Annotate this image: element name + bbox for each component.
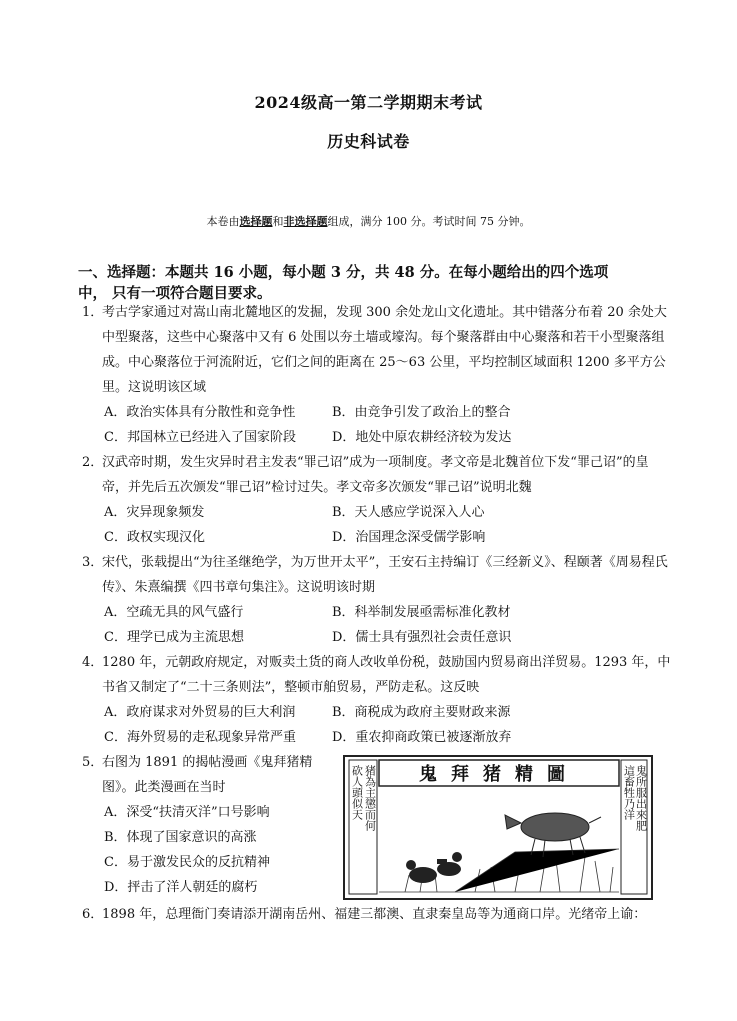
question-stem: 考古学家通过对嵩山南北麓地区的发掘，发现 300 余处龙山文化遗址。其中错落分布着 20 余处大中型聚落，这些中心聚落中又有 6 处围以夯土墙或壕沟。每个聚落群由中心聚落和若干小型聚落组成。中心聚落位于河流附近，它们之间的距离在 25～63 公里，平均控制区域面积 1200 多平方公里。这说明该区域 [102,305,667,395]
instructions-post: 组成，满分 100 分。考试时间 75 分钟。 [327,215,531,228]
option-d[interactable]: D．重农抑商政策已被逐渐放弃 [332,730,512,745]
question-number: 2． [82,455,104,470]
question-number: 1． [82,305,104,320]
option-a[interactable]: A．灾异现象频发 [104,505,205,520]
option-c[interactable]: C．理学已成为主流思想 [104,630,244,645]
option-d[interactable]: D．地处中原农耕经济较为发达 [332,430,512,445]
option-d[interactable]: D．儒士具有强烈社会责任意识 [332,630,512,645]
exam-instructions [0,213,737,229]
option-d[interactable]: D．治国理念深受儒学影响 [332,530,486,545]
question-stem: 1898 年，总理衙门奏请添开湖南岳州、福建三都澳、直隶秦皇岛等为通商口岸。光绪帝上谕： [102,907,647,922]
question-5 [82,750,342,800]
question-stem [102,750,342,800]
section-heading [78,262,678,304]
question-stem: 汉武帝时期，发生灾异时君主发表“罪己诏”成为一项制度。孝文帝是北魏首位下发“罪己诏”的皇帝，并先后五次颁发“罪己诏”检讨过失。孝文帝多次颁发“罪己诏”说明北魏 [102,455,649,495]
exam-subtitle: 历史科试卷 [327,132,410,151]
question-number: 5． [82,755,104,770]
question-stem-line1: 右图为 1891 的揭帖漫画《鬼拜猪精 [102,755,313,770]
option-d[interactable]: D．抨击了洋人朝廷的腐朽 [104,880,258,895]
instructions-and: 和 [272,215,284,228]
cartoon-left-col2: 猪為主懲而何 [363,765,377,831]
option-b[interactable]: B．由竞争引发了政治上的整合 [332,405,511,420]
instructions-choice: 选择题 [239,215,273,228]
cartoon-title: 鬼拜猪精圖 [419,764,579,785]
question-3 [82,550,672,600]
question-2 [82,450,672,500]
cartoon-right-col1: 這畜牲乃洋 [622,765,636,820]
option-c[interactable]: C．邦国林立已经进入了国家阶段 [104,430,296,445]
option-a[interactable]: A．空疏无具的风气盛行 [104,605,244,620]
kneeling-figures [406,852,462,883]
question-6 [82,902,682,927]
option-a[interactable]: A．政治实体具有分散性和竞争性 [104,405,296,420]
option-b[interactable]: B．体现了国家意识的高涨 [104,830,257,845]
question-stem: 1280 年，元朝政府规定，对贩卖土货的商人改收单份税，鼓励国内贸易商出洋贸易。1293 年，中书省又制定了“二十三条则法”，整顿市舶贸易，严防走私。这反映 [102,655,671,695]
section-heading-line1: 一、选择题：本题共 16 小题，每小题 3 分，共 48 分。在每小题给出的四个选项 [78,264,609,281]
option-b[interactable]: B．天人感应学说深入人心 [332,505,485,520]
exam-title: 2024级高一第二学期期末考试 [254,93,483,112]
instructions-nonchoice: 非选择题 [283,215,328,228]
question-number: 4． [82,655,104,670]
question-stem-line2: 图》。此类漫画在当时 [102,780,226,795]
cartoon-drawing [345,757,651,898]
option-a[interactable]: A．政府谋求对外贸易的巨大利润 [104,705,296,720]
option-c[interactable]: C．海外贸易的走私现象异常严重 [104,730,296,745]
option-a[interactable]: A．深受“扶清灭洋”口号影响 [104,805,270,820]
option-b[interactable]: B．科举制发展亟需标准化教材 [332,605,511,620]
cartoon-image [343,755,653,900]
cartoon-right-col2: 鬼所服出來肥 [634,765,648,831]
question-number: 3． [82,555,104,570]
question-1 [82,300,672,400]
question-stem: 宋代，张载提出“为往圣继绝学，为万世开太平”，王安石主持编订《三经新义》、程颐著《周易程氏传》、朱熹编撰《四书章句集注》。这说明该时期 [102,555,668,595]
section-heading-line2: 中， 只有一项符合题目要求。 [78,285,272,302]
cartoon-left-col1: 砍人頭似天 [350,765,364,820]
question-number: 6． [82,907,104,922]
option-b[interactable]: B．商税成为政府主要财政来源 [332,705,511,720]
option-c[interactable]: C．易于激发民众的反抗精神 [104,855,270,870]
instructions-pre: 本卷由 [206,215,240,228]
question-4 [82,650,672,700]
option-c[interactable]: C．政权实现汉化 [104,530,205,545]
